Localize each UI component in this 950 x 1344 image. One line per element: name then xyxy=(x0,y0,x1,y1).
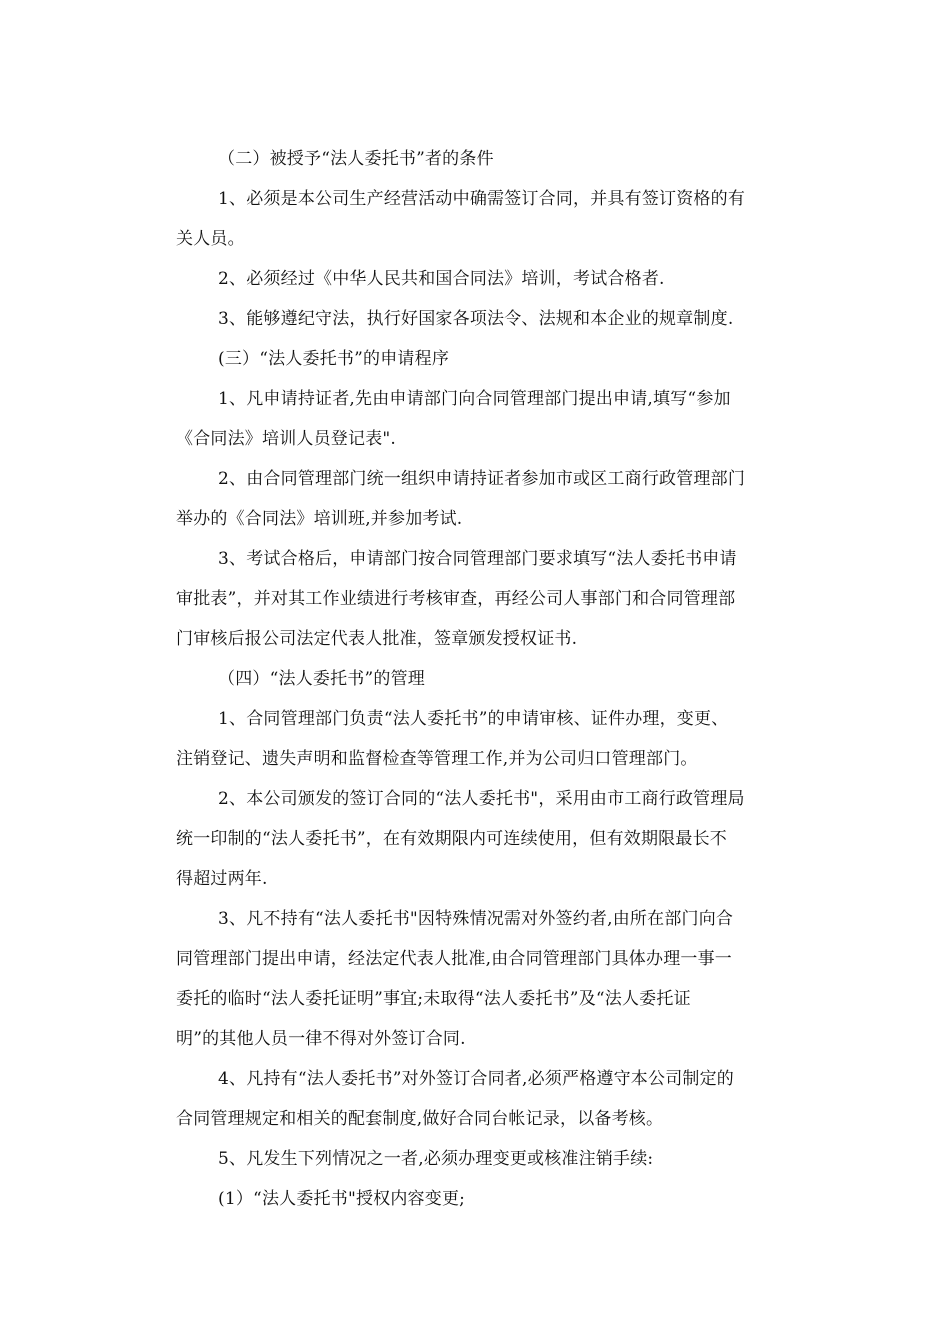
paragraph-line: 1、凡申请持证者,先由申请部门向合同管理部门提出申请,填写“参加 xyxy=(218,389,731,409)
paragraph-line: 审批表”，并对其工作业绩进行考核审查，再经公司人事部门和合同管理部 xyxy=(176,589,736,609)
paragraph-line: 3、凡不持有“法人委托书"因特殊情况需对外签约者,由所在部门向合 xyxy=(218,909,734,929)
paragraph-line: 明”的其他人员一律不得对外签订合同. xyxy=(176,1029,466,1049)
paragraph-line: 举办的《合同法》培训班,并参加考试. xyxy=(176,509,463,529)
paragraph-line: 4、凡持有“法人委托书”对外签订合同者,必须严格遵守本公司制定的 xyxy=(218,1069,735,1089)
paragraph-line: 5、凡发生下列情况之一者,必须办理变更或核准注销手续: xyxy=(218,1149,654,1169)
paragraph-line: 3、能够遵纪守法，执行好国家各项法令、法规和本企业的规章制度. xyxy=(218,309,734,329)
paragraph-line: 1、合同管理部门负责“法人委托书”的申请审核、证件办理，变更、 xyxy=(218,709,729,729)
paragraph-line: 2、必须经过《中华人民共和国合同法》培训，考试合格者. xyxy=(218,269,665,289)
paragraph-line: 合同管理规定和相关的配套制度,做好合同台帐记录，以备考核。 xyxy=(176,1109,664,1129)
paragraph-line: 《合同法》培训人员登记表". xyxy=(176,429,397,449)
paragraph-line: 同管理部门提出申请，经法定代表人批准,由合同管理部门具体办理一事一 xyxy=(176,949,733,969)
section-heading-3: (三）“法人委托书”的申请程序 xyxy=(218,349,450,369)
section-heading-4: （四）“法人委托书”的管理 xyxy=(218,669,425,689)
paragraph-line: 3、考试合格后，申请部门按合同管理部门要求填写“法人委托书申请 xyxy=(218,549,737,569)
paragraph-line: 统一印制的“法人委托书”，在有效期限内可连续使用，但有效期限最长不 xyxy=(176,829,727,849)
paragraph-line: 得超过两年. xyxy=(176,869,268,889)
paragraph-line: 2、本公司颁发的签订合同的“法人委托书"，采用由市工商行政管理局 xyxy=(218,789,745,809)
paragraph-line: 委托的临时“法人委托证明”事宜;未取得“法人委托书”及“法人委托证 xyxy=(176,989,691,1009)
paragraph-line: 2、由合同管理部门统一组织申请持证者参加市或区工商行政管理部门 xyxy=(218,469,746,489)
paragraph-line: 门审核后报公司法定代表人批准，签章颁发授权证书. xyxy=(176,629,578,649)
paragraph-line: 1、必须是本公司生产经营活动中确需签订合同，并具有签订资格的有 xyxy=(218,189,746,209)
section-heading-2: （二）被授予“法人委托书”者的条件 xyxy=(218,149,494,169)
paragraph-line: 注销登记、遗失声明和监督检查等管理工作,并为公司归口管理部门。 xyxy=(176,749,698,769)
paragraph-line: 关人员。 xyxy=(176,229,245,249)
paragraph-line: (1）“法人委托书"授权内容变更; xyxy=(218,1189,466,1209)
